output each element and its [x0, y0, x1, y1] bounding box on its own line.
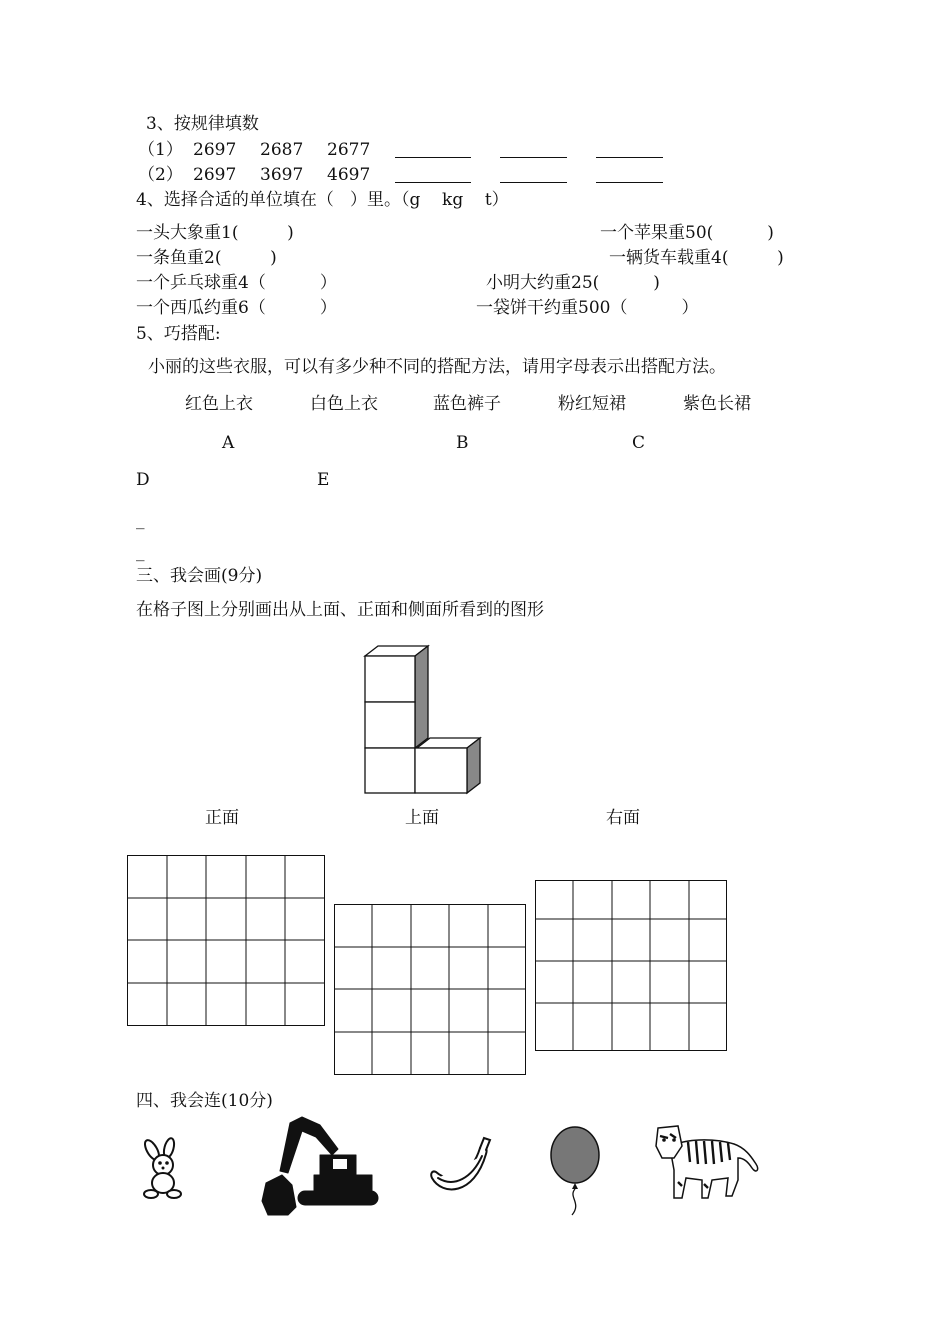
q4-item: 一条鱼重2( ) [136, 248, 277, 268]
q4-heading: 4、选择合适的单位填在（ ）里。（g kg t） [136, 190, 509, 210]
dash-mark: _ [136, 510, 145, 530]
section3-prompt: 在格子图上分别画出从上面、正面和侧面所看到的图形 [136, 600, 544, 620]
q4-item: 一个乒乓球重4（ ） [136, 273, 337, 293]
drawing-grid-top[interactable] [334, 904, 526, 1075]
view-label-right: 右面 [606, 808, 640, 828]
drawing-grid-right[interactable] [535, 880, 727, 1051]
q3-row1-label: （1） [138, 140, 183, 160]
answer-blank[interactable] [395, 157, 471, 158]
balloon-icon[interactable] [548, 1125, 604, 1217]
section4-heading: 四、我会连(10分) [136, 1091, 273, 1111]
q3-heading: 3、按规律填数 [146, 114, 259, 134]
banana-icon[interactable] [428, 1134, 494, 1200]
tiger-icon[interactable] [652, 1118, 762, 1202]
answer-blank[interactable] [395, 182, 471, 183]
q3-row2-num: 4697 [327, 165, 371, 185]
q3-row2-num: 2697 [193, 165, 237, 185]
rabbit-icon[interactable] [138, 1138, 188, 1200]
q4-item: 一辆货车载重4( ) [609, 248, 784, 268]
clothing-item: 白色上衣 [310, 394, 378, 414]
clothing-letter: B [456, 433, 469, 453]
answer-blank[interactable] [500, 157, 567, 158]
clothing-letter: C [632, 433, 646, 453]
clothing-letter: A [222, 433, 235, 453]
q4-item: 一个苹果重50( ) [600, 223, 774, 243]
answer-blank[interactable] [596, 157, 663, 158]
section3-heading: 三、我会画(9分) [136, 566, 263, 586]
q5-heading: 5、巧搭配: [136, 324, 221, 344]
answer-blank[interactable] [500, 182, 567, 183]
clothing-letter: E [317, 470, 330, 490]
dash-mark: _ [136, 542, 145, 562]
q3-row1-num: 2687 [260, 140, 304, 160]
clothing-item: 蓝色裤子 [433, 394, 501, 414]
q3-row2-num: 3697 [260, 165, 304, 185]
q3-row1-num: 2677 [327, 140, 371, 160]
cube-stack-figure [360, 640, 490, 800]
answer-blank[interactable] [596, 182, 663, 183]
q3-row2-label: （2） [138, 165, 183, 185]
q3-row1-num: 2697 [193, 140, 237, 160]
clothing-item: 粉红短裙 [558, 394, 626, 414]
view-label-front: 正面 [205, 808, 239, 828]
q4-item: 一袋饼干约重500（ ） [476, 298, 699, 318]
clothing-letter: D [136, 470, 150, 490]
q4-item: 一个西瓜约重6（ ） [136, 298, 337, 318]
q4-item: 一头大象重1( ) [136, 223, 294, 243]
drawing-grid-front[interactable] [127, 855, 325, 1026]
q4-item: 小明大约重25( ) [486, 273, 660, 293]
q5-prompt: 小丽的这些衣服，可以有多少种不同的搭配方法，请用字母表示出搭配方法。 [148, 357, 726, 377]
view-label-top: 上面 [405, 808, 439, 828]
excavator-icon[interactable] [258, 1115, 382, 1223]
clothing-item: 紫色长裙 [683, 394, 751, 414]
clothing-item: 红色上衣 [185, 394, 253, 414]
